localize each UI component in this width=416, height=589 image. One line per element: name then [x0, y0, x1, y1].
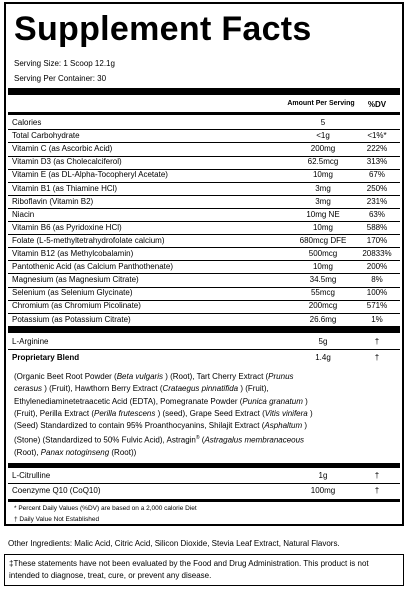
nutrient-dv: 250%: [366, 183, 388, 193]
table-row: [12, 314, 396, 326]
nutrient-amount: 10mg: [312, 170, 333, 180]
nutrient-name: L-Citrulline: [12, 471, 51, 480]
table-row: [12, 274, 396, 286]
nutrient-amount: 62.5mcg: [307, 157, 339, 167]
table-row: [12, 222, 396, 234]
blend-text-segment: (Root),: [14, 448, 41, 458]
table-row: [12, 248, 396, 260]
table-row: [12, 287, 396, 299]
botanical-name: Punica granatum: [242, 396, 303, 406]
nutrient-amount: 200mg: [310, 144, 336, 154]
table-row: [12, 235, 396, 247]
nutrient-dv: 313%: [366, 157, 388, 167]
nutrient-dv: †: [374, 486, 380, 495]
nutrient-name: Vitamin E (as DL-Alpha-Tocopheryl Acetate): [12, 170, 168, 180]
fda-disclaimer: ‡These statements have not been evaluated by the Food and Drug Administration. This product is not intended to diagnose, treat, cure, or prevent any disease.: [4, 554, 404, 586]
blend-text-segment: (: [199, 436, 205, 446]
nutrient-dv: 67%: [368, 170, 385, 180]
blend-ingredients: [14, 371, 314, 460]
nutrient-dv: 571%: [366, 301, 388, 311]
blend-text-segment: ) (Root), Tart Cherry Extract (: [162, 372, 269, 381]
servings-per-container: Serving Per Container: 30: [14, 74, 107, 83]
table-row: [12, 352, 396, 364]
nutrient-amount: 34.5mg: [309, 275, 337, 285]
nutrient-name: Vitamin B12 (as Methylcobalamin): [12, 249, 134, 258]
nutrient-dv: 231%: [366, 196, 388, 206]
nutrient-name: Coenzyme Q10 (CoQ10): [12, 486, 101, 495]
nutrient-name: Chromium (as Chromium Picolinate): [12, 301, 141, 311]
nutrient-dv: †: [374, 337, 380, 346]
blend-dv: †: [374, 353, 380, 362]
thick-divider: [8, 88, 400, 95]
table-row: [12, 470, 396, 482]
blend-amount: 1.4g: [315, 353, 331, 362]
blend-text-segment: ) (Fruit), Hawthorn Berry Extract (: [42, 384, 163, 394]
nutrient-dv: <1%*: [367, 131, 387, 141]
nutrient-amount: 5g: [318, 337, 328, 346]
table-row: [12, 183, 396, 195]
nutrient-amount: 3mg: [315, 183, 331, 193]
table-row: [12, 156, 396, 168]
table-row: [12, 336, 396, 348]
blend-name: Proprietary Blend: [12, 353, 80, 362]
botanical-name: Asphaltum: [264, 421, 303, 431]
nutrient-name: Total Carbohydrate: [12, 131, 80, 141]
nutrient-dv: 63%: [368, 209, 385, 219]
nutrient-name: Selenium (as Selenium Glycinate): [12, 288, 133, 298]
blend-text-segment: (Root)): [109, 448, 137, 458]
blend-text-segment: ®: [195, 435, 200, 442]
table-row: [12, 130, 396, 142]
blend-text-segment: (Organic Beet Root Powder (: [14, 372, 117, 381]
nutrient-name: Potassium (as Potassium Citrate): [12, 314, 131, 324]
nutrient-dv: 222%: [366, 144, 388, 154]
table-row: [12, 261, 396, 273]
table-row: [12, 143, 396, 155]
botanical-name: Vitis vinifera: [264, 408, 308, 418]
table-row: [12, 117, 396, 129]
blend-text-segment: ) (Fruit), Ethylenediaminetetraacetic Acid (EDTA), Pomegranate Powder (: [14, 384, 269, 406]
nutrient-name: Folate (L-5-methyltetrahydrofolate calcium): [12, 235, 165, 245]
footnote-dv: * Percent Daily Values (%DV) are based on a 2,000 calorie Diet: [14, 505, 197, 512]
panel-title: Supplement Facts: [14, 10, 312, 48]
nutrient-name: Vitamin B6 (as Pyridoxine HCl): [12, 222, 122, 232]
table-row: [12, 209, 396, 221]
row-divider: [8, 349, 400, 350]
botanical-name: Crataegus pinnatifida: [162, 384, 239, 394]
blend-text-segment: ) (seed), Grape Seed Extract (: [155, 408, 265, 418]
botanical-name: Prunus cerasus: [14, 372, 294, 394]
nutrient-dv: 588%: [366, 222, 388, 232]
nutrient-amount: 10mg NE: [306, 209, 340, 219]
nutrient-dv: 20833%: [362, 249, 392, 258]
nutrient-amount: <1g: [316, 131, 330, 141]
blend-text-segment: ) (Stone) (Standardized to 50% Fulvic Acid), Astragin: [14, 421, 308, 446]
nutrient-amount: 680mcg DFE: [299, 235, 347, 245]
botanical-name: Astragalus membranaceous: [204, 436, 305, 446]
nutrient-name: Vitamin B1 (as Thiamine HCl): [12, 183, 118, 193]
nutrient-dv: 8%: [371, 275, 383, 285]
nutrient-name: Calories: [12, 118, 42, 127]
nutrient-name: Magnesium (as Magnesium Citrate): [12, 275, 139, 285]
nutrient-name: Vitamin C (as Ascorbic Acid): [12, 144, 113, 154]
blend-text-segment: ) (Fruit), Perilla Extract (: [14, 396, 308, 418]
nutrient-amount: 1g: [318, 471, 328, 480]
blend-text-segment: ) (Seed) Standardized to contain 95% Proanthocyanins, Shilajit Extract (: [14, 408, 313, 431]
footnote-dagger: † Daily Value Not Established: [14, 516, 100, 523]
botanical-name: Beta vulgaris: [116, 372, 163, 381]
nutrient-amount: 5: [320, 118, 326, 127]
other-ingredients: Other Ingredients: Malic Acid, Citric Acid, Silicon Dioxide, Stevia Leaf Extract, Natural Flavors.: [8, 539, 340, 548]
nutrient-amount: 10mg: [312, 262, 333, 272]
botanical-name: Perilla frutescens: [94, 408, 156, 418]
nutrient-amount: 26.6mg: [309, 314, 337, 324]
nutrient-amount: 500mcg: [308, 249, 338, 258]
table-row: [12, 485, 396, 497]
supplement-facts-panel: [4, 2, 404, 526]
thick-divider: [8, 463, 400, 468]
thick-divider: [8, 326, 400, 333]
amount-column-header: Amount Per Serving: [287, 100, 355, 107]
nutrient-name: Pantothenic Acid (as Calcium Panthothenate): [12, 262, 173, 272]
table-row: [12, 196, 396, 208]
nutrient-dv: 1%: [371, 314, 383, 324]
nutrient-amount: 100mg: [310, 486, 336, 495]
nutrient-name: Vitamin D3 (as Cholecalciferol): [12, 157, 122, 167]
table-row: [12, 169, 396, 181]
nutrient-amount: 3mg: [315, 196, 331, 206]
nutrient-amount: 10mg: [312, 222, 333, 232]
nutrient-name: Riboflavin (Vitamin B2): [12, 196, 94, 206]
medium-divider: [8, 499, 400, 502]
medium-divider: [8, 112, 400, 115]
nutrient-amount: 200mcg: [308, 301, 338, 311]
botanical-name: Panax notoginseng: [40, 448, 110, 458]
nutrient-name: Niacin: [12, 209, 35, 219]
nutrient-dv: 100%: [366, 288, 388, 298]
nutrient-name: L-Arginine: [12, 337, 49, 346]
nutrient-dv: 200%: [366, 262, 388, 272]
serving-size: Serving Size: 1 Scoop 12.1g: [14, 59, 115, 68]
dv-column-header: %DV: [367, 100, 387, 109]
row-divider: [8, 483, 400, 484]
nutrient-dv: 170%: [366, 235, 388, 245]
nutrient-dv: †: [374, 471, 380, 480]
nutrient-amount: 55mcg: [310, 288, 335, 298]
table-row: [12, 300, 396, 312]
